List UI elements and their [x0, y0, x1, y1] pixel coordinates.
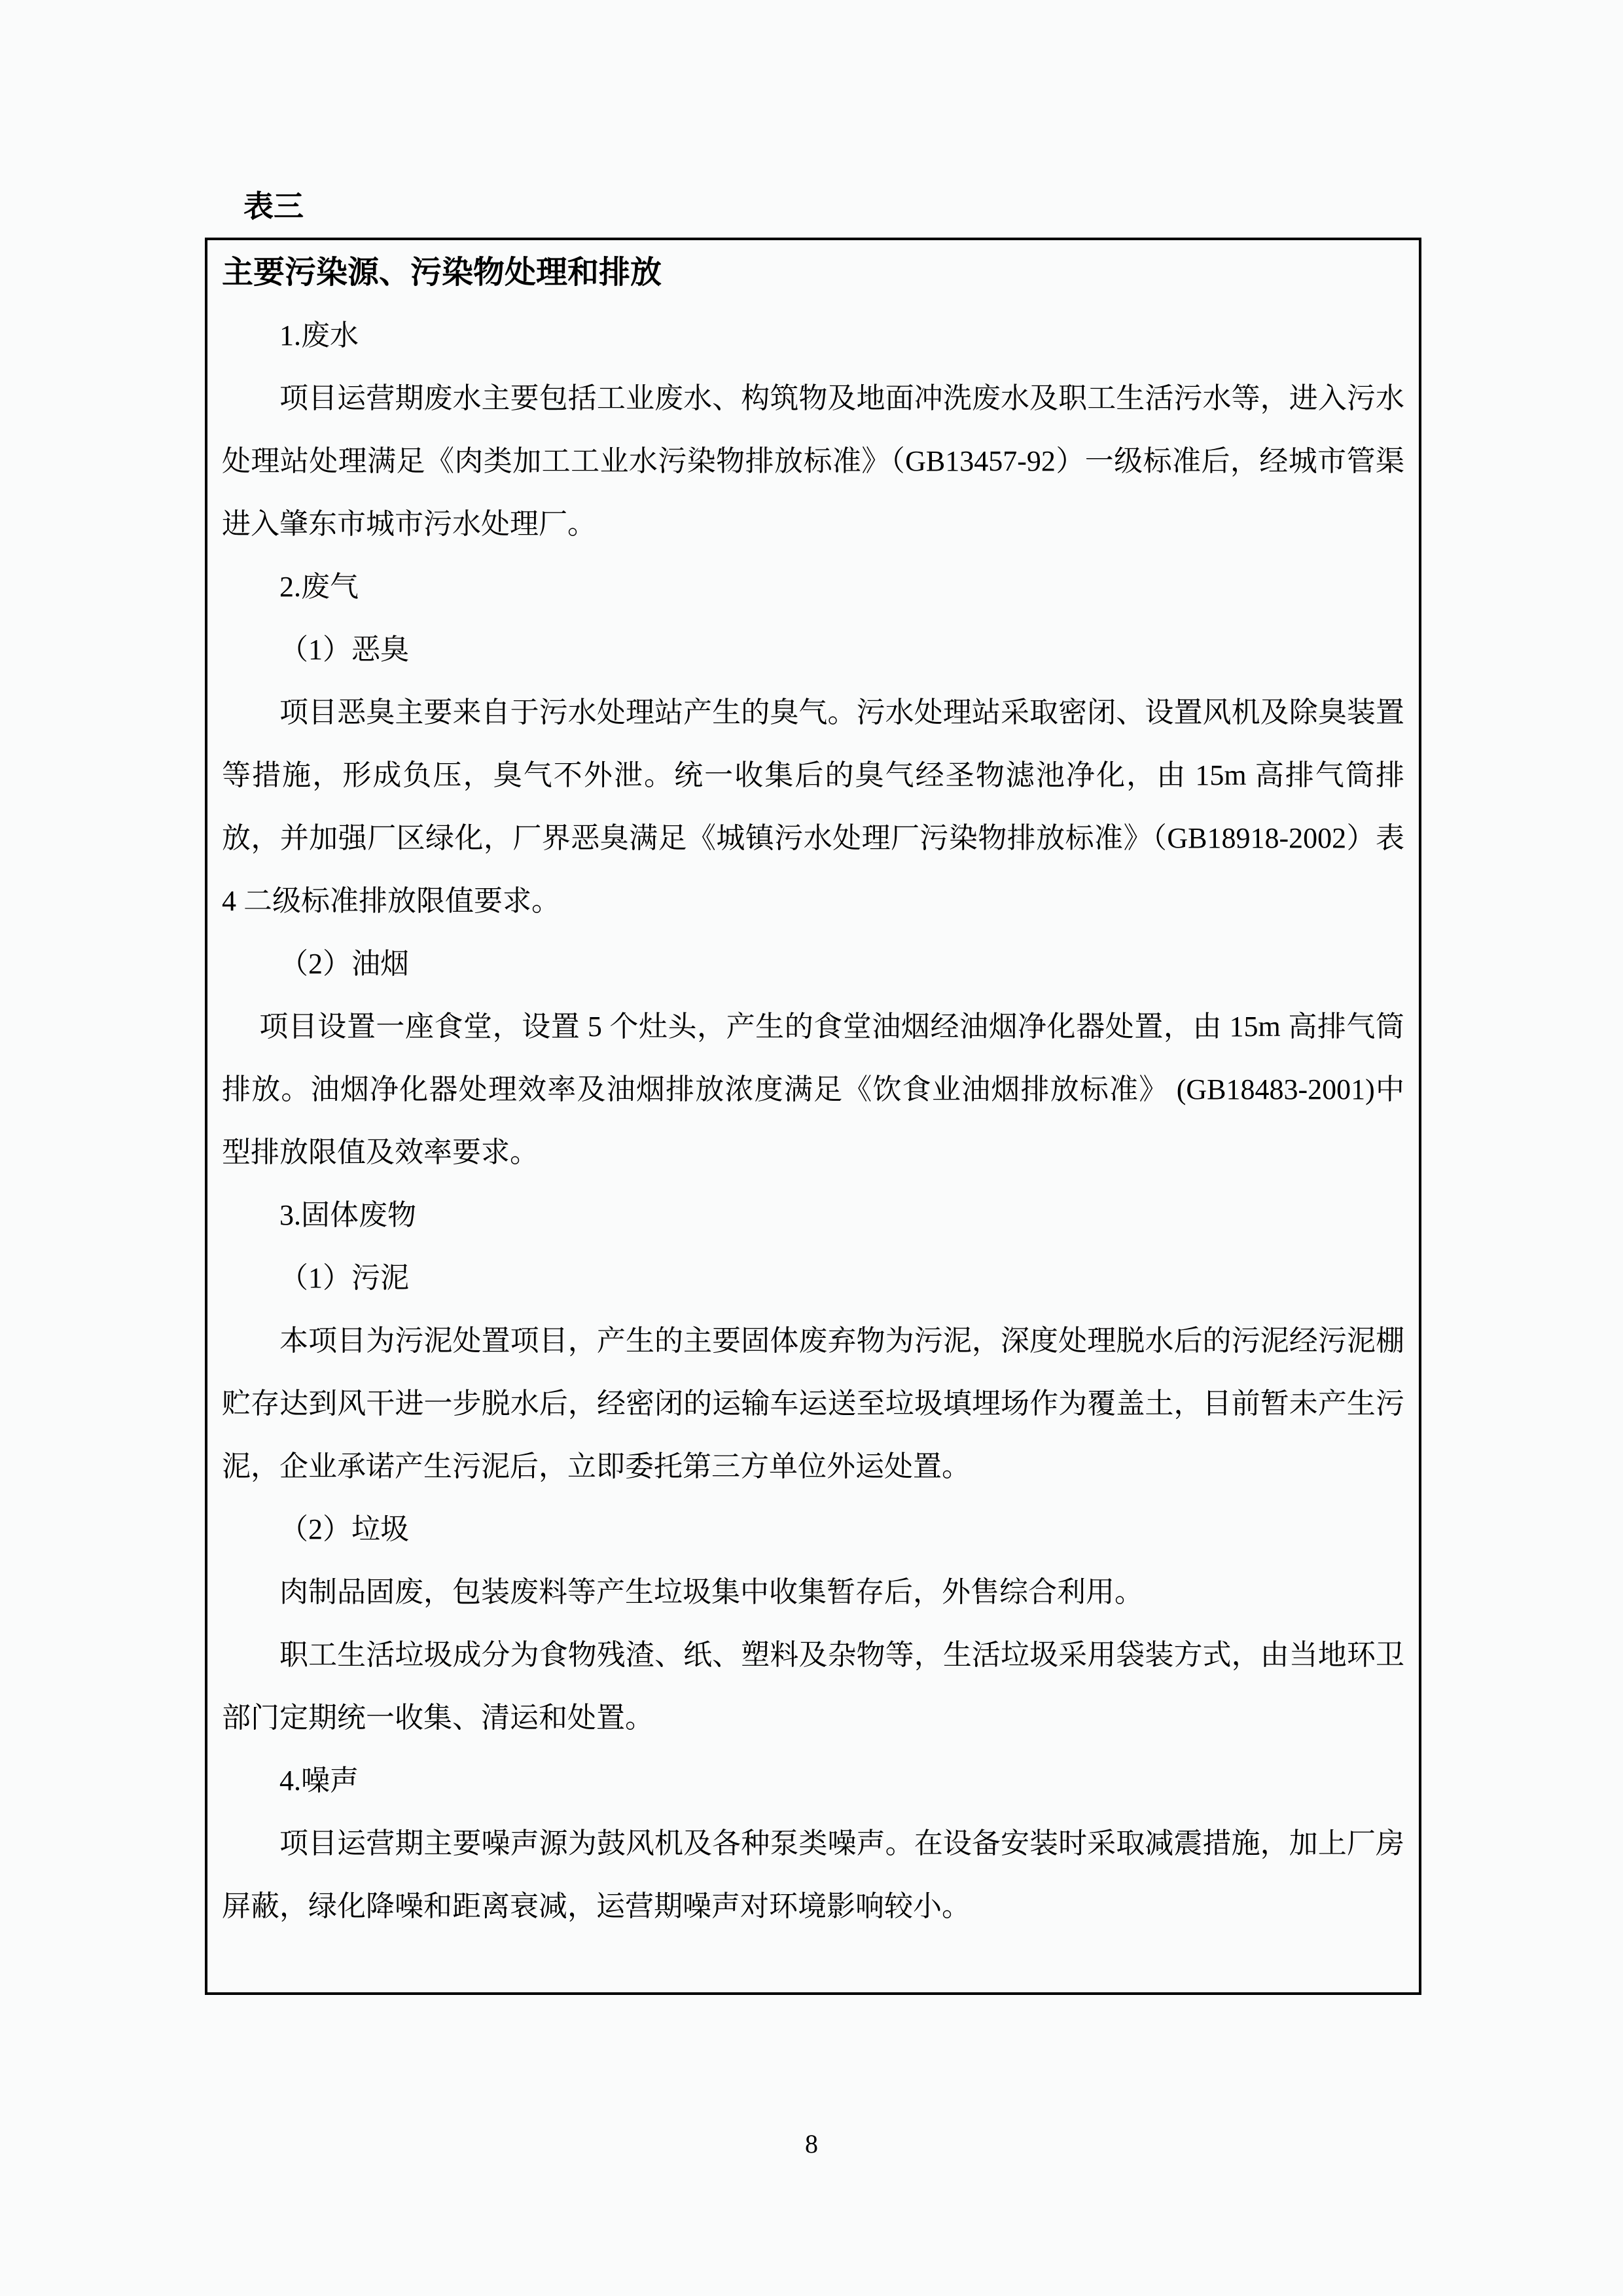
paragraph-sludge: 本项目为污泥处置项目，产生的主要固体废弃物为污泥，深度处理脱水后的污泥经污泥棚贮存达到风干进一步脱水后，经密闭的运输车运送至垃圾填埋场作为覆盖土，目前暂未产生污泥，企业承诺产生污泥后，立即委托第三方单位外运处置。 [222, 1325, 1404, 1482]
subsection-title-odor: （1）恶臭 [279, 634, 409, 666]
paragraph-wastewater: 项目运营期废水主要包括工业废水、构筑物及地面冲洗废水及职工生活污水等，进入污水处理站处理满足《肉类加工工业水污染物排放标准》（GB13457-92）一级标准后，经城市管渠进入肇东市城市污水处理厂。 [222, 382, 1404, 540]
page-number: 8 [805, 2129, 818, 2159]
section-title-waste-gas: 2.废气 [279, 571, 359, 603]
subsection-title-fume: （2）油烟 [279, 948, 409, 980]
paragraph-noise: 项目运营期主要噪声源为鼓风机及各种泵类噪声。在设备安装时采取减震措施，加上厂房屏蔽，绿化降噪和距离衰减，运营期噪声对环境影响较小。 [222, 1827, 1404, 1922]
subsection-title-garbage: （2）垃圾 [279, 1513, 409, 1545]
section-title-wastewater: 1.废水 [279, 319, 359, 351]
sheet-label: 表三 [243, 190, 304, 223]
paragraph-odor: 项目恶臭主要来自于污水处理站产生的臭气。污水处理站采取密闭、设置风机及除臭装置等措施，形成负压，臭气不外泄。统一收集后的臭气经圣物滤池净化，由 15m 高排气筒排放，并加强厂区绿化，厂界恶臭满足《城镇污水处理厂污染物排放标准》（GB18918-2002）表 4 二级标准排放限值要求。 [222, 696, 1404, 917]
section-title-solid-waste: 3.固体废物 [279, 1199, 416, 1231]
table-header: 主要污染源、污染物处理和排放 [222, 255, 662, 290]
paragraph-garbage-domestic: 职工生活垃圾成分为食物残渣、纸、塑料及杂物等，生活垃圾采用袋装方式，由当地环卫部门定期统一收集、清运和处置。 [222, 1639, 1404, 1734]
paragraph-garbage-industrial: 肉制品固废，包装废料等产生垃圾集中收集暂存后，外售综合利用。 [279, 1576, 1143, 1608]
section-title-noise: 4.噪声 [279, 1765, 359, 1797]
subsection-title-sludge: （1）污泥 [279, 1262, 409, 1294]
paragraph-fume: 项目设置一座食堂，设置 5 个灶头，产生的食堂油烟经油烟净化器处置，由 15m 高排气筒排放。油烟净化器处理效率及油烟排放浓度满足《饮食业油烟排放标准》 (GB18483-2001)中型排放限值及效率要求。 [222, 1011, 1404, 1168]
pollution-table [205, 238, 1421, 1995]
